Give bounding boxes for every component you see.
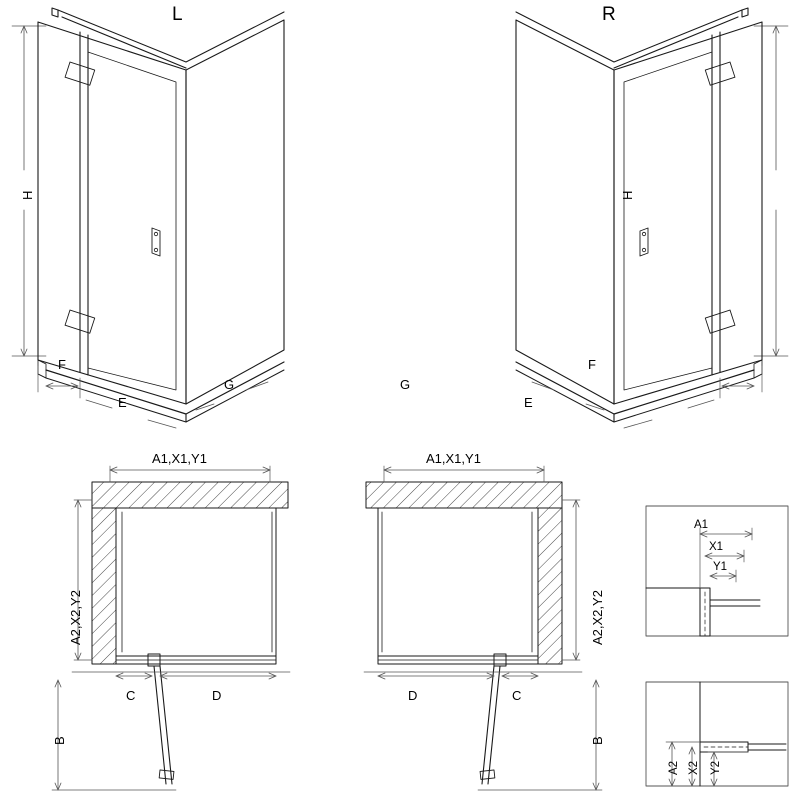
iso-right-label-f: F xyxy=(588,357,596,372)
iso-view-left xyxy=(12,8,284,428)
plan-right-label-d: D xyxy=(408,688,418,703)
plan-right-label-b: B xyxy=(590,736,605,745)
plan-right-label-c: C xyxy=(512,688,522,703)
iso-left-label-e: E xyxy=(118,395,127,410)
plan-right-label-side: A2,X2,Y2 xyxy=(590,590,605,645)
plan-left-label-d: D xyxy=(212,688,222,703)
variant-label-right: R xyxy=(602,4,616,25)
iso-view-right xyxy=(516,8,788,428)
plan-left-label-side: A2,X2,Y2 xyxy=(68,590,83,645)
iso-left-label-g: G xyxy=(224,377,235,392)
detail-bottom-label-a2: A2 xyxy=(668,760,680,775)
variant-label-left: L xyxy=(172,4,183,25)
iso-left-label-f: F xyxy=(58,357,66,372)
detail-top-label-y1: Y1 xyxy=(713,561,728,573)
detail-bottom-label-x2: X2 xyxy=(688,760,700,775)
iso-right-label-h: H xyxy=(620,190,635,200)
plan-view-left xyxy=(52,466,290,790)
plan-view-right xyxy=(364,466,602,790)
plan-left-label-top: A1,X1,Y1 xyxy=(152,451,207,466)
iso-right-label-g: G xyxy=(400,377,411,392)
plan-left-label-c: C xyxy=(126,688,136,703)
detail-top-label-a1: A1 xyxy=(694,519,709,531)
iso-right-label-e: E xyxy=(524,395,533,410)
detail-top-label-x1: X1 xyxy=(709,541,724,553)
plan-right-label-top: A1,X1,Y1 xyxy=(426,451,481,466)
detail-bottom-label-y2: Y2 xyxy=(710,760,722,775)
iso-left-label-h: H xyxy=(20,190,35,200)
plan-left-label-b: B xyxy=(52,736,67,745)
